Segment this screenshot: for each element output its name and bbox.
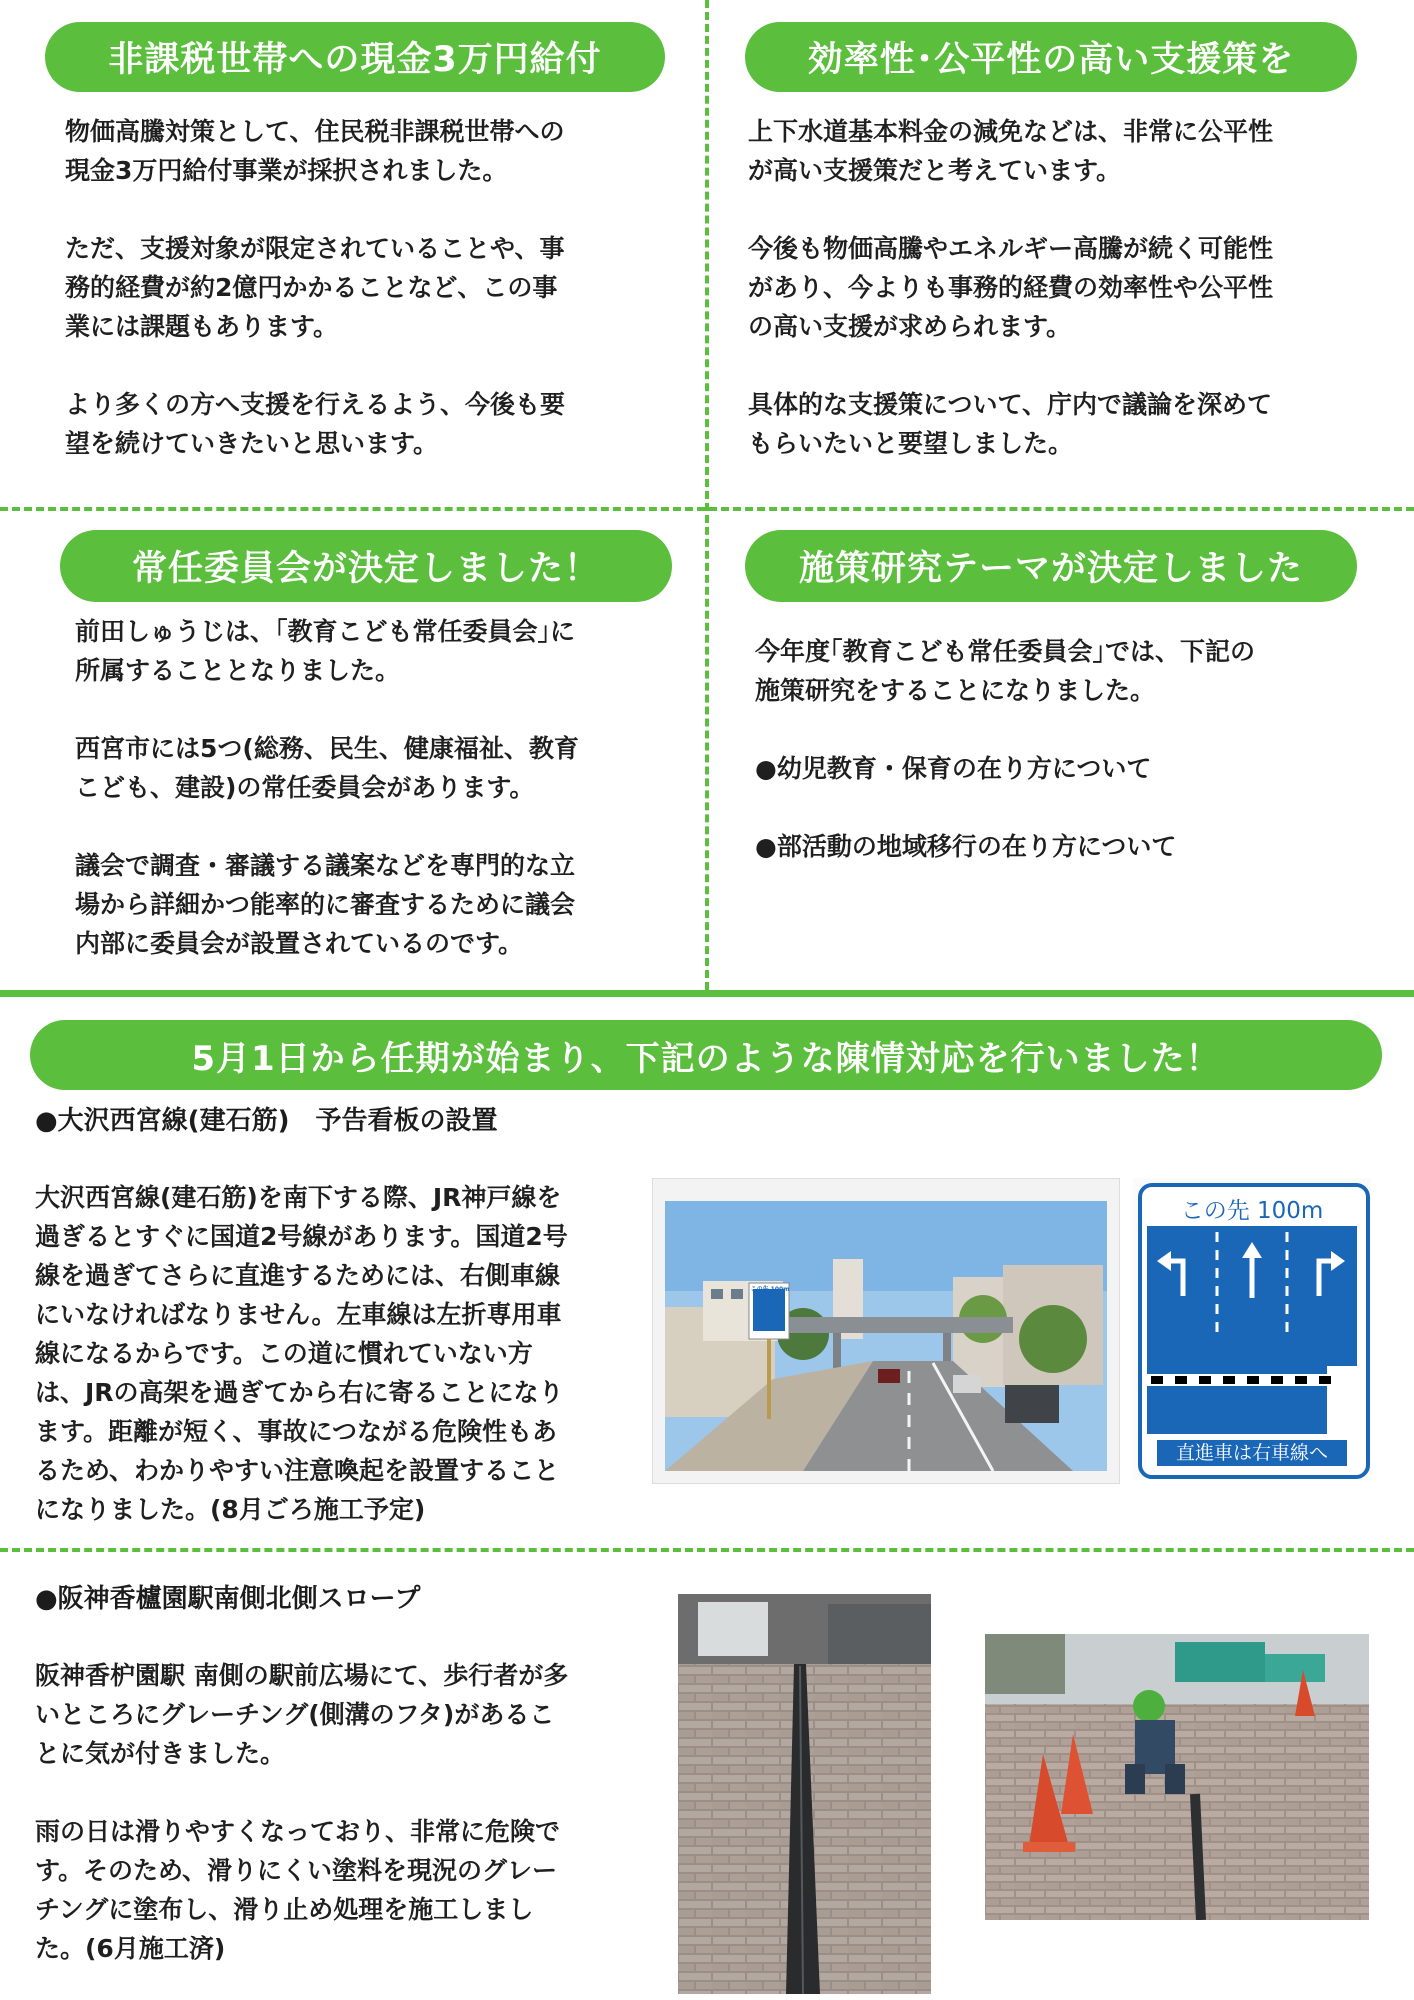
- text-line: 阪神香枦園駅 南側の駅前広場にて、歩行者が多: [35, 1661, 569, 1690]
- text-line: す。そのため、滑りにくい塗料を現況のグレー: [35, 1856, 558, 1885]
- text-line: ただ、支援対象が限定されていることや、事: [65, 234, 565, 263]
- text-line: 所属することとなりました。: [75, 656, 401, 685]
- text-line: があり、今よりも事務的経費の効率性や公平性: [748, 273, 1274, 302]
- section-title-research-theme: 施策研究テーマが決定しました: [745, 530, 1357, 602]
- text-line: [65, 346, 565, 385]
- text-line: た。(6月施工済): [35, 1934, 226, 1963]
- text-line: より多くの方へ支援を行えるよう、今後も要: [65, 390, 566, 419]
- text-line: [75, 807, 579, 846]
- sign-illustration: [1133, 1178, 1371, 1480]
- text-line: もらいたいと要望しました。: [748, 429, 1074, 458]
- text-line: こども、建設)の常任委員会があります。: [75, 773, 535, 802]
- text-line: 今後も物価高騰やエネルギー高騰が続く可能性: [748, 234, 1274, 263]
- item2-heading: ●阪神香櫨園駅南側北側スロープ: [35, 1584, 421, 1614]
- text-line: 過ぎるとすぐに国道2号線があります。国道2号: [35, 1222, 568, 1251]
- section-body-efficient-support: [748, 112, 1273, 463]
- item1-heading: ●大沢西宮線(建石筋) 予告看板の設置: [35, 1106, 498, 1136]
- section-body-cash-benefit: [65, 112, 565, 463]
- text-line: 施策研究をすることになりました。: [755, 676, 1156, 705]
- text-line: 西宮市には5つ(総務、民生、健康福祉、教育: [75, 734, 579, 763]
- text-line: が高い支援策だと考えています。: [748, 156, 1122, 185]
- text-line: ●幼児教育・保育の在り方について: [755, 754, 1152, 783]
- text-line: 議会で調査・審議する議案などを専門的な立: [75, 851, 576, 880]
- text-line: 大沢西宮線(建石筋)を南下する際、JR神戸線を: [35, 1183, 562, 1212]
- sign-distance-label: この先 100m: [1180, 1198, 1324, 1224]
- grating-photo: [678, 1594, 931, 1994]
- text-line: [748, 190, 1273, 229]
- section-title-efficient-support: 効率性･公平性の高い支援策を: [745, 22, 1357, 92]
- text-line: は、JRの高架を過ぎてから右に寄ることになり: [35, 1378, 564, 1407]
- text-line: とに気が付きました。: [35, 1739, 286, 1768]
- text-line: [748, 346, 1273, 385]
- text-line: の高い支援が求められます。: [748, 312, 1072, 341]
- item1-body: [35, 1178, 568, 1529]
- text-line: るため、わかりやすい注意喚起を設置すること: [35, 1456, 560, 1485]
- text-line: ます。距離が短く、事故につながる危険性もあ: [35, 1417, 558, 1446]
- text-line: 場から詳細かつ能率的に審査するために議会: [75, 890, 576, 919]
- text-line: 物価高騰対策として、住民税非課税世帯への: [65, 117, 565, 146]
- text-line: 内部に委員会が設置されているのです。: [75, 929, 524, 958]
- section-body-research-theme: [755, 632, 1255, 866]
- section-title-committee: 常任委員会が決定しました！: [60, 530, 672, 602]
- text-line: 業には課題もあります。: [65, 312, 339, 341]
- text-line: 線になるからです。この道に慣れていない方: [35, 1339, 533, 1368]
- text-line: にいなければなりません。左車線は左折専用車: [35, 1300, 562, 1329]
- text-line: 務的経費が約2億円かかることなど、この事: [65, 273, 558, 302]
- text-line: [755, 788, 1255, 827]
- text-line: [65, 190, 565, 229]
- text-line: [35, 1773, 568, 1812]
- text-line: いところにグレーチング(側溝のフタ)があるこ: [35, 1700, 555, 1729]
- horizontal-divider-top: [0, 507, 1414, 511]
- construction-photo: [985, 1634, 1369, 1920]
- text-line: 望を続けていきたいと思います。: [65, 429, 439, 458]
- small-sign-label: この先 100m: [750, 1286, 790, 1293]
- text-line: 雨の日は滑りやすくなっており、非常に危険で: [35, 1817, 561, 1846]
- text-line: になりました。(8月ごろ施工予定): [35, 1495, 426, 1524]
- text-line: 具体的な支援策について、庁内で議論を深めて: [748, 390, 1273, 419]
- item2-body: [35, 1656, 568, 1968]
- sign-instruction: 直進車は右車線へ: [1155, 1438, 1349, 1468]
- section-body-committee: [75, 612, 579, 963]
- lane-arrows-icon: [1147, 1226, 1357, 1434]
- text-line: 前田しゅうじは、｢教育こども常任委員会｣に: [75, 617, 576, 646]
- text-line: [755, 710, 1255, 749]
- section-divider: [0, 990, 1414, 997]
- street-photo: [652, 1178, 1120, 1484]
- text-line: 線を過ぎてさらに直進するためには、右側車線: [35, 1261, 561, 1290]
- text-line: 上下水道基本料金の減免などは、非常に公平性: [748, 117, 1274, 146]
- text-line: ●部活動の地域移行の在り方について: [755, 832, 1177, 861]
- text-line: 現金3万円給付事業が採択されました。: [65, 156, 508, 185]
- banner-title: 5月1日から任期が始まり、下記のような陳情対応を行いました！: [30, 1020, 1382, 1090]
- horizontal-divider-bottom: [0, 1548, 1414, 1552]
- text-line: 今年度｢教育こども常任委員会｣では、下記の: [755, 637, 1256, 666]
- text-line: チングに塗布し、滑り止め処理を施工しまし: [35, 1895, 534, 1924]
- text-line: [75, 690, 579, 729]
- section-title-cash-benefit: 非課税世帯への現金3万円給付: [45, 22, 665, 92]
- vertical-divider: [705, 0, 709, 990]
